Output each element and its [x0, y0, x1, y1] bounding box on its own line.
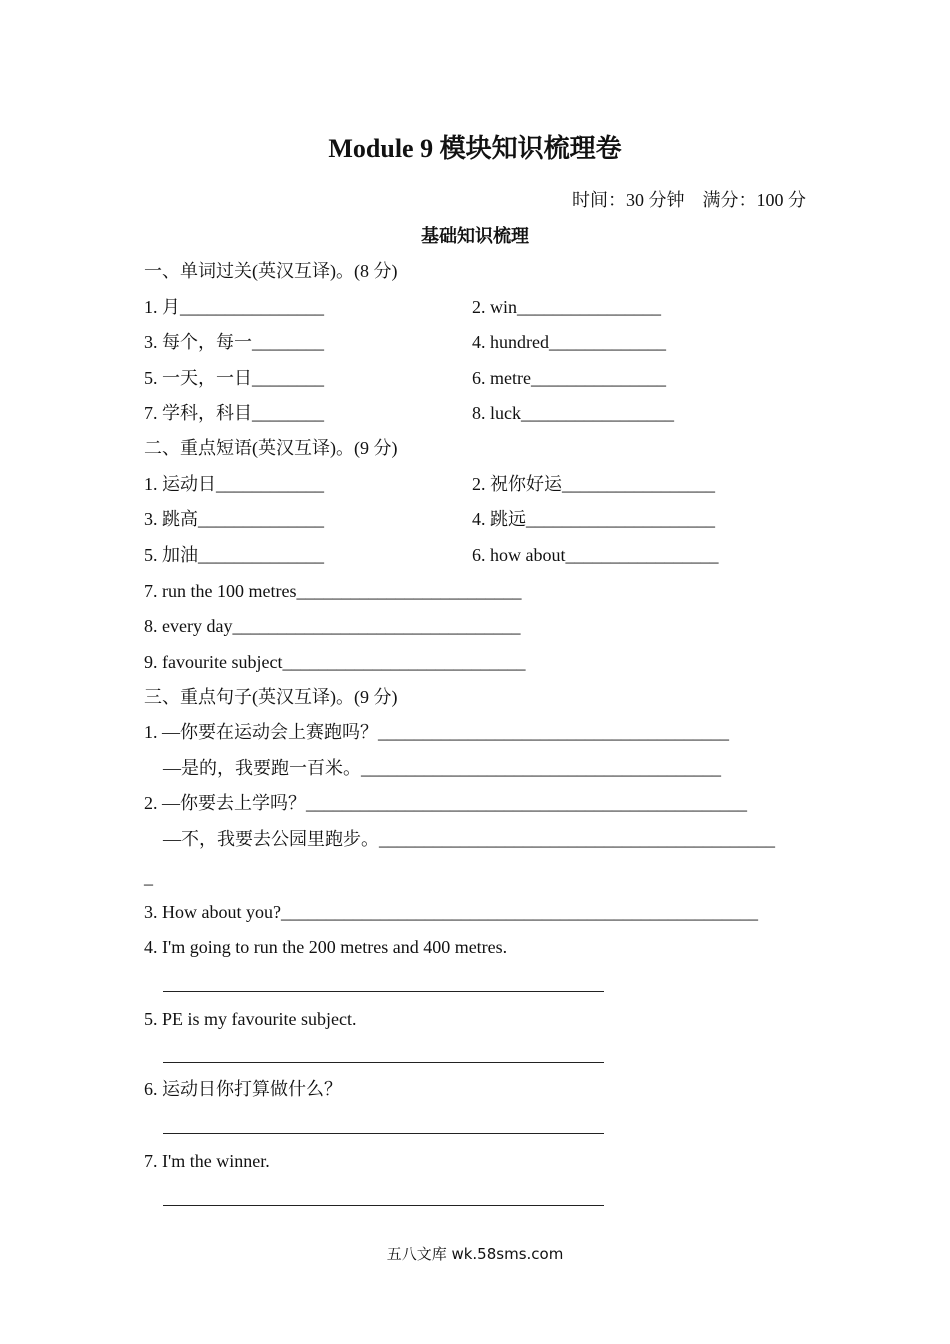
answer-blank[interactable]: _________________ [521, 403, 674, 423]
answer-blank[interactable]: ________________________________ [232, 616, 521, 636]
answer-blank[interactable]: ________________________________________ [361, 758, 721, 778]
answer-blank[interactable]: ________________ [180, 297, 324, 317]
section-1-heading: 一、单词过关(英汉互译)。(8 分) [144, 261, 398, 281]
section-subtitle: 基础知识梳理 [421, 226, 529, 246]
answer-blank[interactable]: ____________________________________________ [379, 829, 775, 849]
answer-blank[interactable]: ________________ [517, 297, 661, 317]
answer-line[interactable] [163, 1062, 604, 1063]
sentence-item-4: 4. I'm going to run the 200 metres and 400 metres. [144, 937, 508, 957]
phrase-item-9: 9. favourite subject___________________________ [144, 652, 526, 672]
word-item-8: 8. luck_________________ [472, 403, 674, 423]
sentence-item-1-question: 1. —你要在运动会上赛跑吗？_______________________________________ [144, 722, 729, 742]
answer-blank[interactable]: _________________ [562, 474, 715, 494]
answer-blank[interactable]: ___________________________ [282, 652, 526, 672]
answer-blank[interactable]: ________ [252, 368, 324, 388]
answer-blank[interactable]: _________________________________________________ [306, 793, 747, 813]
sentence-item-2-answer: —不，我要去公园里跑步。____________________________________________ [163, 829, 775, 849]
answer-blank[interactable]: _____________ [548, 332, 666, 352]
answer-blank[interactable]: _______________________________________ [378, 722, 729, 742]
sentence-item-7: 7. I'm the winner. [144, 1151, 270, 1171]
phrase-item-1: 1. 运动日____________ [144, 474, 324, 494]
phrase-item-7: 7. run the 100 metres_________________________ [144, 581, 522, 601]
answer-blank[interactable]: ________ [252, 403, 324, 423]
word-item-1: 1. 月________________ [144, 297, 324, 317]
phrase-item-2: 2. 祝你好运_________________ [472, 474, 715, 494]
answer-blank[interactable]: _______________ [530, 368, 666, 388]
word-item-2: 2. win________________ [472, 297, 661, 317]
footer-watermark: 五八文库 wk.58sms.com [386, 1245, 564, 1263]
sentence-item-2-question: 2. —你要去上学吗？_________________________________________________ [144, 793, 747, 813]
answer-blank[interactable]: _________________ [565, 545, 719, 565]
phrase-item-8: 8. every day________________________________ [144, 616, 521, 636]
answer-blank-overflow[interactable]: _ [144, 867, 153, 887]
sentence-item-1-answer: —是的，我要跑一百米。________________________________________ [163, 758, 721, 778]
sentence-item-3: 3. How about you?_____________________________________________________ [144, 902, 758, 922]
answer-blank[interactable]: _____________________ [526, 509, 715, 529]
answer-blank[interactable]: ____________ [216, 474, 324, 494]
answer-line[interactable] [163, 1205, 604, 1206]
answer-blank[interactable]: ______________ [198, 545, 324, 565]
phrase-item-3: 3. 跳高______________ [144, 509, 324, 529]
phrase-item-4: 4. 跳远_____________________ [472, 509, 715, 529]
answer-blank[interactable]: ________ [252, 332, 324, 352]
phrase-item-5: 5. 加油______________ [144, 545, 324, 565]
answer-line[interactable] [163, 1133, 604, 1134]
word-item-3: 3. 每个，每一________ [144, 332, 324, 352]
sentence-item-6: 6. 运动日你打算做什么？ [144, 1079, 342, 1099]
word-item-7: 7. 学科，科目________ [144, 403, 324, 423]
answer-line[interactable] [163, 991, 604, 992]
section-2-heading: 二、重点短语(英汉互译)。(9 分) [144, 438, 398, 458]
answer-blank[interactable]: _________________________ [296, 581, 522, 601]
answer-blank[interactable]: ______________ [198, 509, 324, 529]
word-item-6: 6. metre_______________ [472, 368, 666, 388]
word-item-5: 5. 一天，一日________ [144, 368, 324, 388]
section-3-heading: 三、重点句子(英汉互译)。(9 分) [144, 687, 398, 707]
page-title: Module 9 模块知识梳理卷 [328, 134, 622, 163]
phrase-item-6: 6. how about_________________ [472, 545, 719, 565]
word-item-4: 4. hundred_____________ [472, 332, 666, 352]
answer-blank[interactable]: _____________________________________________________ [280, 902, 758, 922]
time-score-info: 时间：30 分钟 满分：100 分 [572, 190, 806, 210]
sentence-item-5: 5. PE is my favourite subject. [144, 1009, 357, 1029]
